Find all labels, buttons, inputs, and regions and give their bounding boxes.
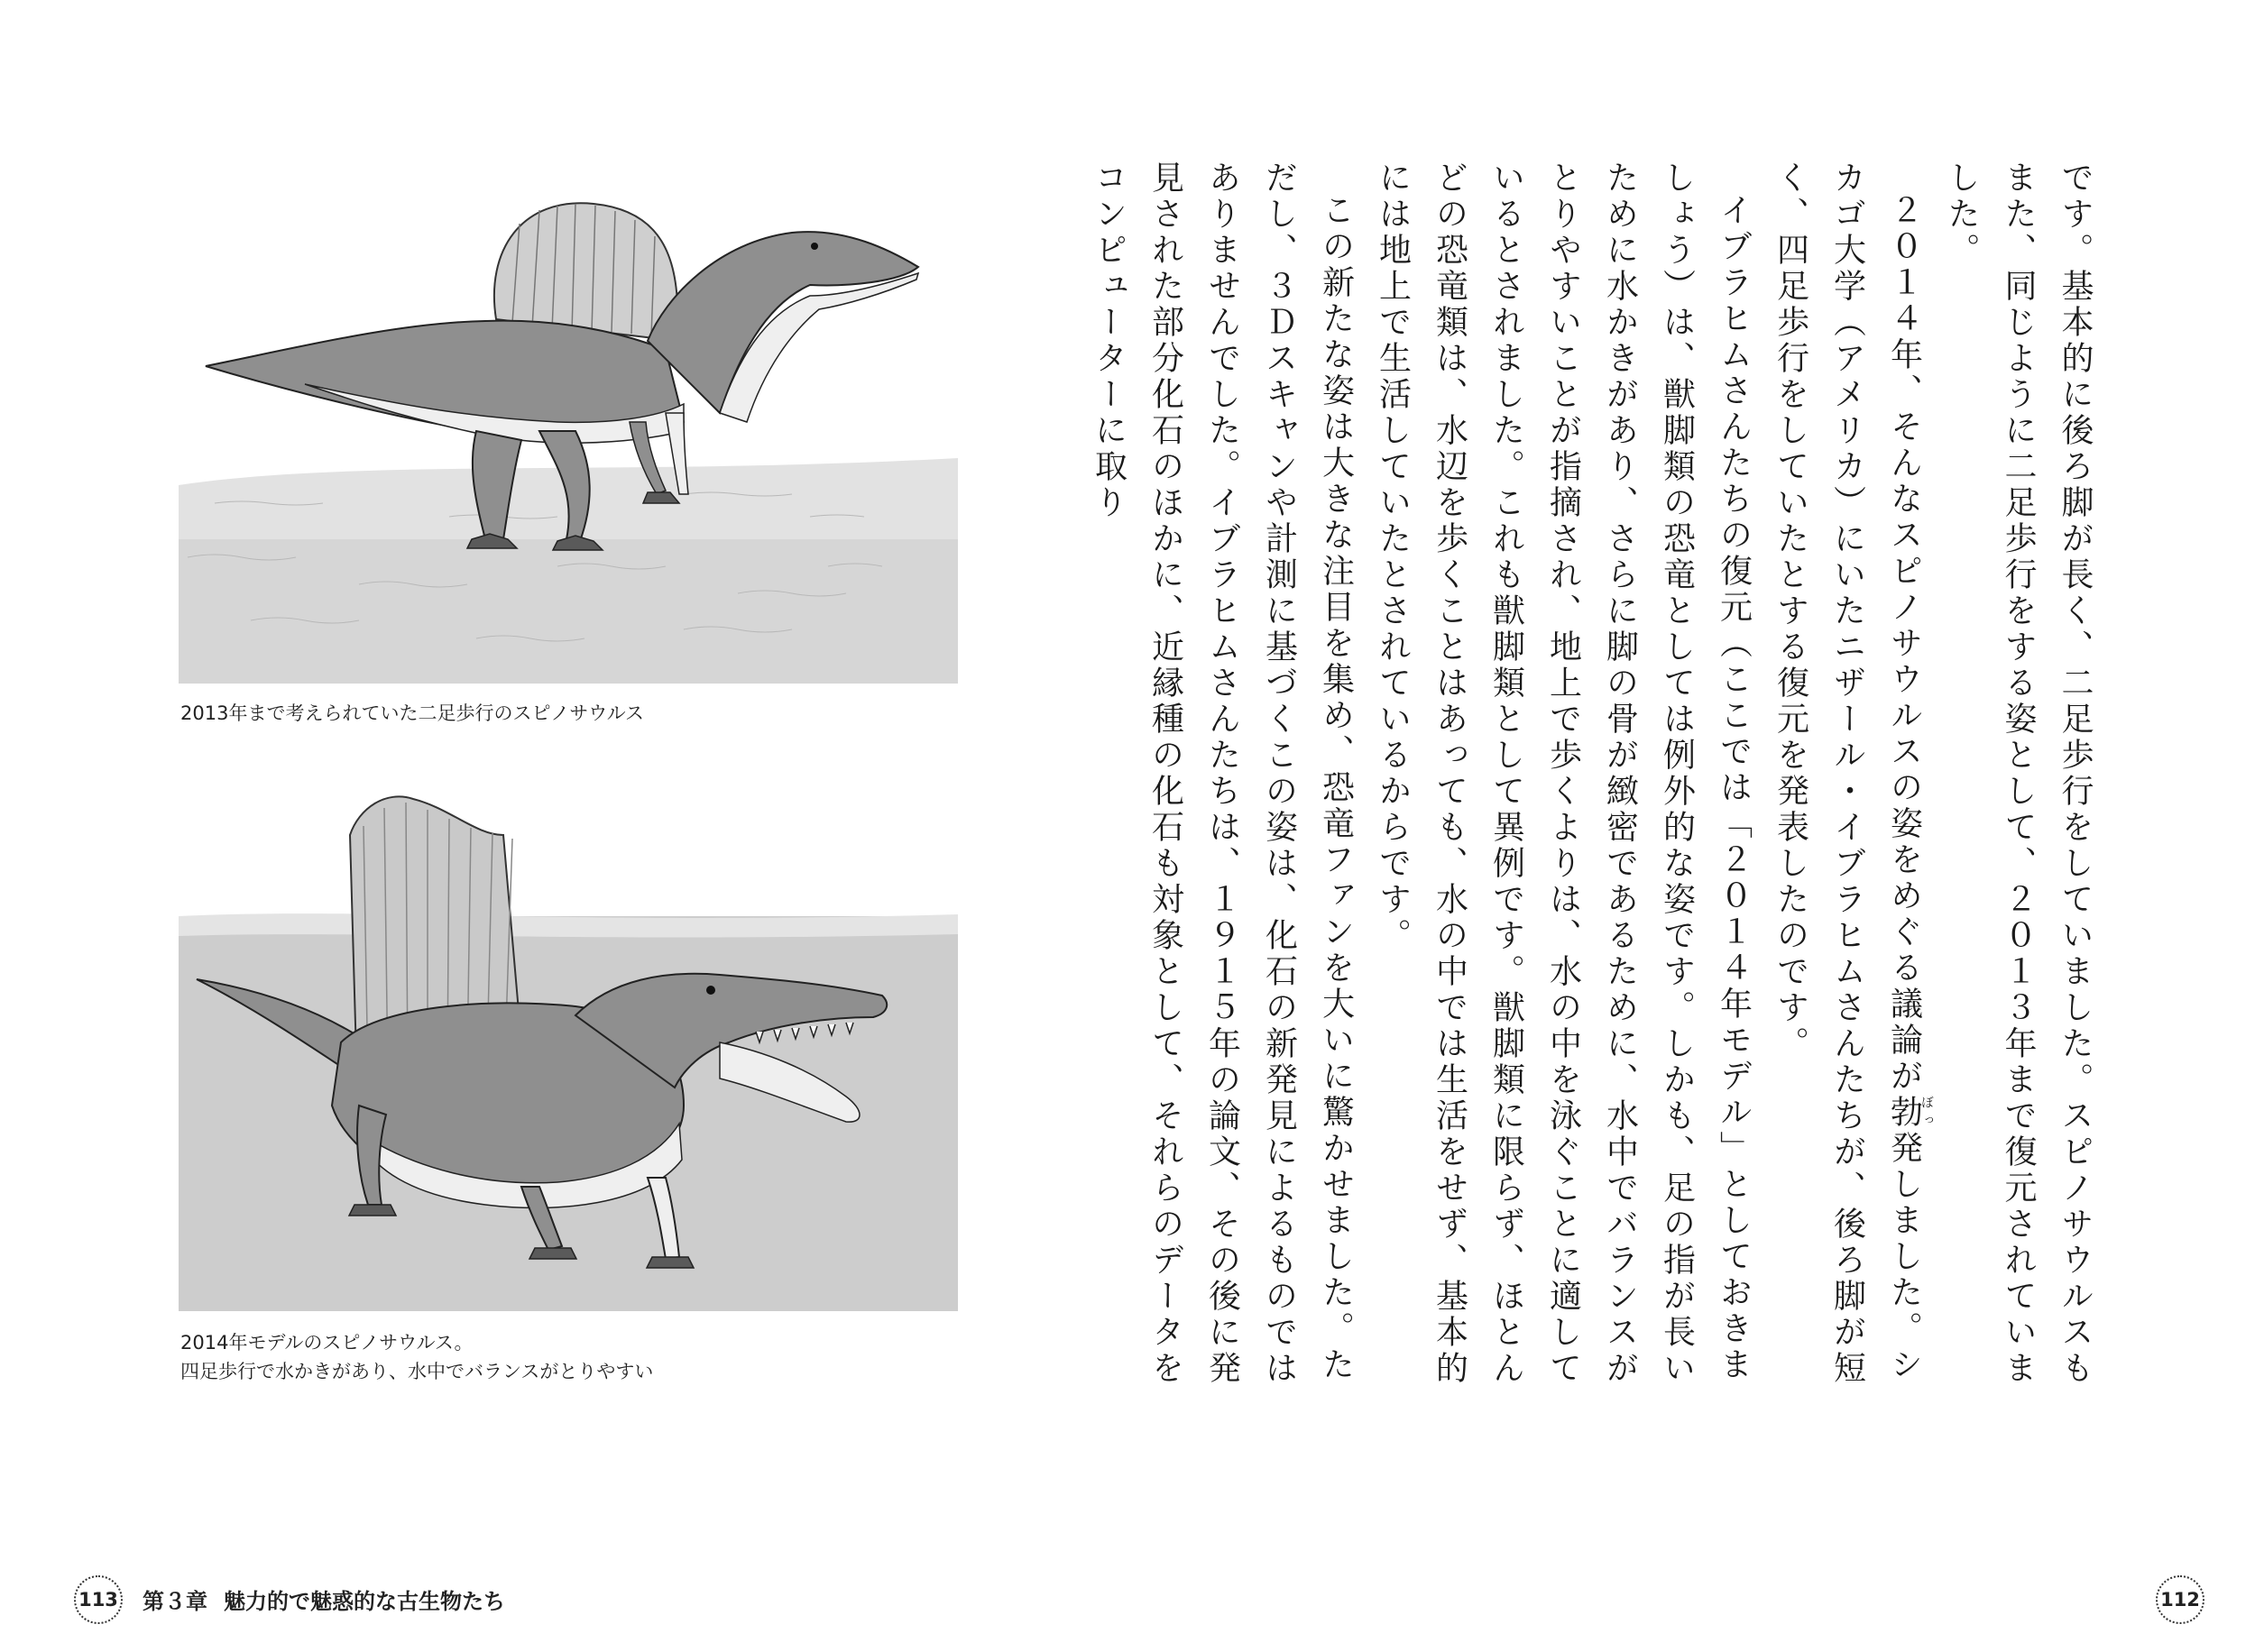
figure2-caption-line2: 四足歩行で水かきがあり、水中でバランスがとりやすい (180, 1361, 654, 1382)
bipedal-spinosaurus-illustration (179, 161, 958, 684)
page-number-113: 113 (74, 1575, 123, 1624)
body-text (1090, 161, 2103, 1405)
ruby-reading: ぼっ (1919, 1095, 1934, 1131)
paragraph-4: この新たな姿は大きな注目を集め、恐竜ファンを大いに驚かせました。ただし、３Ｄスキャンや計測に基づくこの姿は、化石の新発見によるものではありませんでした。イブラヒムさんたちは、１９１５年の論文、その後に発見された部分化石のほかに、近縁種の化石も対象として、それらのデータをコンピューターに取り (1090, 161, 1355, 1387)
chapter-title: 魅力的で魅惑的な古生物たち (224, 1589, 505, 1614)
chapter-label: 第３章 (143, 1589, 207, 1614)
quadrupedal-spinosaurus-illustration (179, 781, 958, 1311)
paragraph-2: ２０１４年、そんなスピノサウルスの姿をめぐる議論が勃ぼっ発しました。シカゴ大学（アメリカ）にいたニザール・イブラヒムさんたちが、後ろ脚が短く、四足歩行をしていたとする復元を発表したのです。 (1772, 161, 1934, 1387)
right-page (1090, 0, 2255, 1652)
page-number-112: 112 (2156, 1575, 2204, 1624)
chapter-header (143, 1583, 505, 1615)
figure1-caption: 2013年まで考えられていた二足歩行のスピノサウルス (180, 702, 644, 724)
ruby-annotation: 勃ぼっ (1885, 1095, 1934, 1131)
figure2-caption (180, 1328, 653, 1386)
paragraph-1: です。基本的に後ろ脚が長く、二足歩行をしていました。スピノサウルスもまた、同じように二足歩行をする姿として、２０１３年まで復元されていました。 (1943, 161, 2094, 1387)
paragraph-3: イブラヒムさんたちの復元（ここでは「２０１４年モデル」としておきましょう）は、獣脚類の恐竜としては例外的な姿です。しかも、足の指が長いために水かきがあり、さらに脚の骨が緻密であるために、水中でバランスがとりやすいことが指摘され、地上で歩くよりは、水の中を泳ぐことに適しているとされました。これも獣脚類として異例です。獣脚類に限らず、ほとんどの恐竜類は、水辺を歩くことはあっても、水の中では生活をせず、基本的には地上で生活していたとされているからです。 (1374, 161, 1753, 1387)
figure2-caption-line1: 2014年モデルのスピノサウルス。 (180, 1332, 474, 1354)
